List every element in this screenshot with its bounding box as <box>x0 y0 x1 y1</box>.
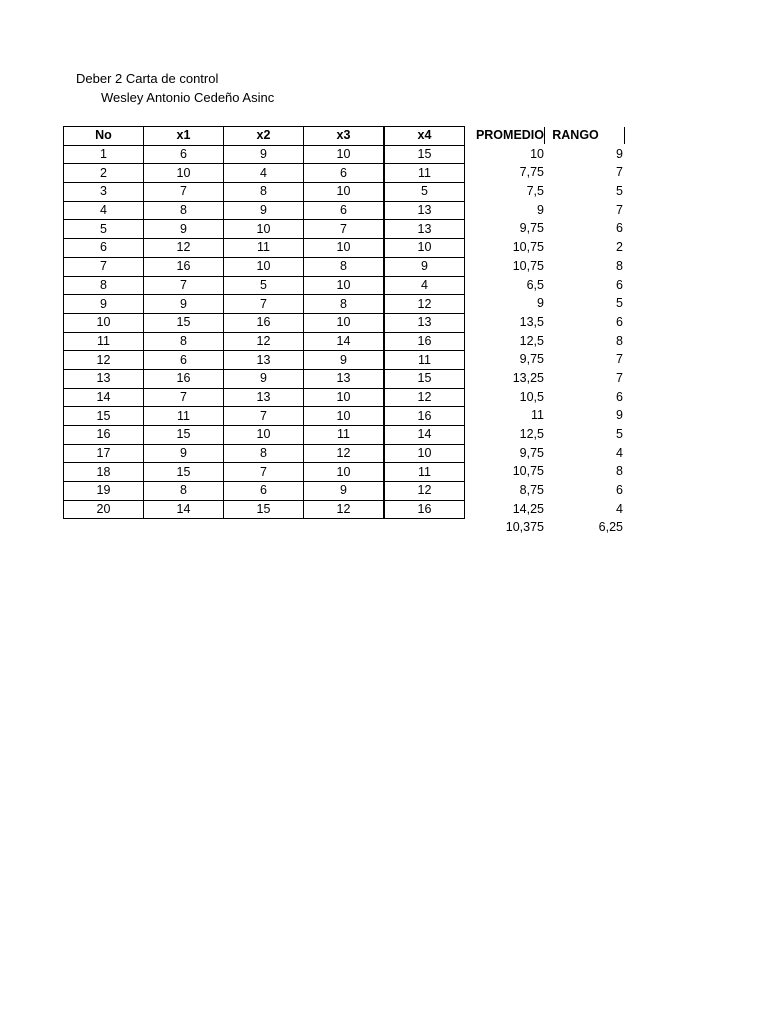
table-row <box>64 164 465 183</box>
table-cell: 15 <box>144 426 224 445</box>
table-cell: 9 <box>304 482 385 501</box>
summary-total-row <box>465 518 630 537</box>
table-row <box>64 239 465 258</box>
table-cell: 2 <box>64 164 144 183</box>
document-title: Deber 2 Carta de control <box>76 71 219 86</box>
table-cell: 13 <box>384 220 465 239</box>
document-author: Wesley Antonio Cedeño Asinc <box>101 90 275 105</box>
summary-row <box>465 238 630 257</box>
table-cell: 5 <box>384 183 465 202</box>
table-cell: 15 <box>224 500 304 519</box>
table-cell: 13 <box>224 351 304 370</box>
table-cell: 7 <box>144 183 224 202</box>
table-cell: 13 <box>384 313 465 332</box>
table-cell: 15 <box>384 369 465 388</box>
rango-value: 7 <box>616 352 623 367</box>
table-row <box>64 183 465 202</box>
promedio-value: 9,75 <box>519 221 544 236</box>
promedio-value: 11 <box>531 408 544 423</box>
table-header-row <box>64 127 465 146</box>
table-cell: 8 <box>144 482 224 501</box>
rango-value: 7 <box>616 165 623 180</box>
table-cell: 9 <box>224 369 304 388</box>
promedio-value: 9,75 <box>519 352 544 367</box>
table-cell: 10 <box>384 239 465 258</box>
table-cell: 6 <box>224 482 304 501</box>
table-cell: 4 <box>224 164 304 183</box>
summary-columns <box>465 126 630 537</box>
table-cell: 10 <box>224 220 304 239</box>
table-cell: 11 <box>144 407 224 426</box>
summary-row <box>465 313 630 332</box>
promedio-value: 12,5 <box>519 427 544 441</box>
rango-total: 6,25 <box>598 520 623 535</box>
table-cell: 20 <box>64 500 144 519</box>
summary-header <box>465 126 630 145</box>
table-cell: 4 <box>384 276 465 295</box>
rango-value: 2 <box>616 240 623 255</box>
table-cell: 5 <box>64 220 144 239</box>
promedio-value: 12,5 <box>519 333 544 348</box>
table-cell: 6 <box>64 239 144 258</box>
rango-header: RANGO <box>545 127 625 144</box>
table-cell: 12 <box>384 482 465 501</box>
table-cell: 11 <box>224 239 304 258</box>
table-cell: 12 <box>144 239 224 258</box>
table-cell: 12 <box>64 351 144 370</box>
promedio-value: 7,75 <box>519 165 544 180</box>
table-cell: 9 <box>304 351 385 370</box>
table-row <box>64 257 465 276</box>
rango-value: 9 <box>616 146 623 161</box>
table-cell: 7 <box>144 276 224 295</box>
summary-row <box>465 369 630 388</box>
table-cell: 5 <box>224 276 304 295</box>
rango-value: 9 <box>616 408 623 423</box>
rango-value: 6 <box>616 221 623 236</box>
table-row <box>64 388 465 407</box>
table-cell: 16 <box>224 313 304 332</box>
table-cell: 10 <box>304 313 385 332</box>
summary-row <box>465 406 630 425</box>
summary-row <box>465 257 630 276</box>
summary-row <box>465 182 630 201</box>
table-cell: 6 <box>144 351 224 370</box>
table-cell: 11 <box>384 463 465 482</box>
summary-row <box>465 388 630 407</box>
promedio-value: 7,5 <box>526 184 544 199</box>
promedio-value: 10,75 <box>512 240 544 255</box>
table-cell: 13 <box>384 201 465 220</box>
table-cell: 16 <box>144 257 224 276</box>
table-cell: 8 <box>144 201 224 220</box>
data-table <box>63 126 465 519</box>
rango-value: 7 <box>616 202 623 217</box>
table-row <box>64 145 465 164</box>
table-body <box>64 145 465 519</box>
promedio-value: 13,25 <box>512 370 544 385</box>
table-row <box>64 332 465 351</box>
summary-row <box>465 425 630 444</box>
table-row <box>64 201 465 220</box>
table-cell: 12 <box>384 388 465 407</box>
rango-value: 5 <box>616 184 623 199</box>
rango-value: 7 <box>616 370 623 385</box>
table-row <box>64 351 465 370</box>
promedio-value: 10,5 <box>519 389 544 404</box>
rango-value: 5 <box>616 427 623 441</box>
table-row <box>64 407 465 426</box>
promedio-header: PROMEDIO <box>465 127 545 144</box>
summary-row <box>465 276 630 295</box>
table-cell: 13 <box>64 369 144 388</box>
table-cell: 10 <box>304 388 385 407</box>
table-cell: 10 <box>64 313 144 332</box>
column-header-no: No <box>64 127 144 146</box>
table-cell: 10 <box>304 463 385 482</box>
promedio-value: 10 <box>530 146 544 161</box>
rango-value: 4 <box>616 501 623 516</box>
column-header-x2: x2 <box>224 127 304 146</box>
table-cell: 6 <box>304 164 385 183</box>
table-cell: 13 <box>224 388 304 407</box>
summary-row <box>465 163 630 182</box>
table-row <box>64 482 465 501</box>
promedio-value: 14,25 <box>512 501 544 516</box>
table-cell: 10 <box>304 145 385 164</box>
table-cell: 8 <box>64 276 144 295</box>
table-row <box>64 220 465 239</box>
table-cell: 10 <box>304 407 385 426</box>
promedio-total: 10,375 <box>505 520 544 535</box>
promedio-value: 6,5 <box>526 277 544 292</box>
table-cell: 7 <box>144 388 224 407</box>
table-cell: 14 <box>64 388 144 407</box>
rango-value: 8 <box>616 464 623 479</box>
table-cell: 12 <box>304 444 385 463</box>
table-cell: 14 <box>384 426 465 445</box>
column-header-x4: x4 <box>384 127 465 146</box>
table-row <box>64 369 465 388</box>
promedio-value: 9,75 <box>519 445 544 460</box>
table-cell: 11 <box>64 332 144 351</box>
rango-value: 6 <box>616 483 623 498</box>
table-cell: 8 <box>224 444 304 463</box>
table-cell: 16 <box>144 369 224 388</box>
table-cell: 14 <box>304 332 385 351</box>
table-cell: 15 <box>64 407 144 426</box>
table-cell: 7 <box>224 463 304 482</box>
promedio-value: 8,75 <box>519 483 544 498</box>
summary-row <box>465 201 630 220</box>
table-row <box>64 426 465 445</box>
table-cell: 8 <box>304 295 385 314</box>
summary-row <box>465 294 630 313</box>
rango-value: 8 <box>616 333 623 348</box>
table-row <box>64 444 465 463</box>
table-cell: 10 <box>224 257 304 276</box>
table-cell: 10 <box>304 276 385 295</box>
table-row <box>64 500 465 519</box>
summary-row <box>465 462 630 481</box>
table-cell: 12 <box>224 332 304 351</box>
table-cell: 7 <box>304 220 385 239</box>
promedio-value: 13,5 <box>519 314 544 329</box>
rango-value: 5 <box>616 296 623 311</box>
table-cell: 12 <box>304 500 385 519</box>
rango-value: 6 <box>616 314 623 329</box>
table-cell: 10 <box>384 444 465 463</box>
table-cell: 19 <box>64 482 144 501</box>
table-cell: 7 <box>224 295 304 314</box>
table-row <box>64 276 465 295</box>
rango-value: 4 <box>616 445 623 460</box>
table-row <box>64 313 465 332</box>
rango-value: 6 <box>616 389 623 404</box>
table-cell: 10 <box>144 164 224 183</box>
table-cell: 18 <box>64 463 144 482</box>
table-cell: 10 <box>224 426 304 445</box>
table-cell: 10 <box>304 183 385 202</box>
summary-row <box>465 145 630 164</box>
summary-row <box>465 332 630 351</box>
table-cell: 6 <box>144 145 224 164</box>
table-cell: 11 <box>304 426 385 445</box>
table-cell: 9 <box>224 201 304 220</box>
table-cell: 3 <box>64 183 144 202</box>
table-cell: 7 <box>64 257 144 276</box>
promedio-value: 10,75 <box>512 258 544 273</box>
rango-value: 8 <box>616 258 623 273</box>
table-cell: 8 <box>224 183 304 202</box>
table-cell: 9 <box>64 295 144 314</box>
table-cell: 13 <box>304 369 385 388</box>
table-cell: 11 <box>384 164 465 183</box>
summary-row <box>465 500 630 519</box>
table-cell: 8 <box>144 332 224 351</box>
table-cell: 16 <box>64 426 144 445</box>
table-cell: 9 <box>144 220 224 239</box>
table-cell: 6 <box>304 201 385 220</box>
table-cell: 1 <box>64 145 144 164</box>
table-cell: 8 <box>304 257 385 276</box>
table-cell: 15 <box>144 313 224 332</box>
table-cell: 10 <box>304 239 385 258</box>
table-cell: 9 <box>144 295 224 314</box>
summary-row <box>465 481 630 500</box>
table-row <box>64 463 465 482</box>
promedio-value: 9 <box>537 202 544 217</box>
promedio-value: 10,75 <box>512 464 544 479</box>
table-cell: 16 <box>384 332 465 351</box>
table-cell: 9 <box>144 444 224 463</box>
table-cell: 7 <box>224 407 304 426</box>
table-cell: 11 <box>384 351 465 370</box>
rango-value: 6 <box>616 277 623 292</box>
column-header-x3: x3 <box>304 127 385 146</box>
table-cell: 9 <box>224 145 304 164</box>
table-cell: 16 <box>384 407 465 426</box>
table-cell: 16 <box>384 500 465 519</box>
table-cell: 15 <box>144 463 224 482</box>
table-row <box>64 295 465 314</box>
table-cell: 14 <box>144 500 224 519</box>
table-cell: 17 <box>64 444 144 463</box>
column-header-x1: x1 <box>144 127 224 146</box>
table-cell: 15 <box>384 145 465 164</box>
summary-row <box>465 219 630 238</box>
table-cell: 4 <box>64 201 144 220</box>
summary-body <box>465 145 630 519</box>
table-cell: 12 <box>384 295 465 314</box>
promedio-value: 9 <box>537 296 544 311</box>
summary-row <box>465 444 630 463</box>
table-cell: 9 <box>384 257 465 276</box>
summary-row <box>465 350 630 369</box>
